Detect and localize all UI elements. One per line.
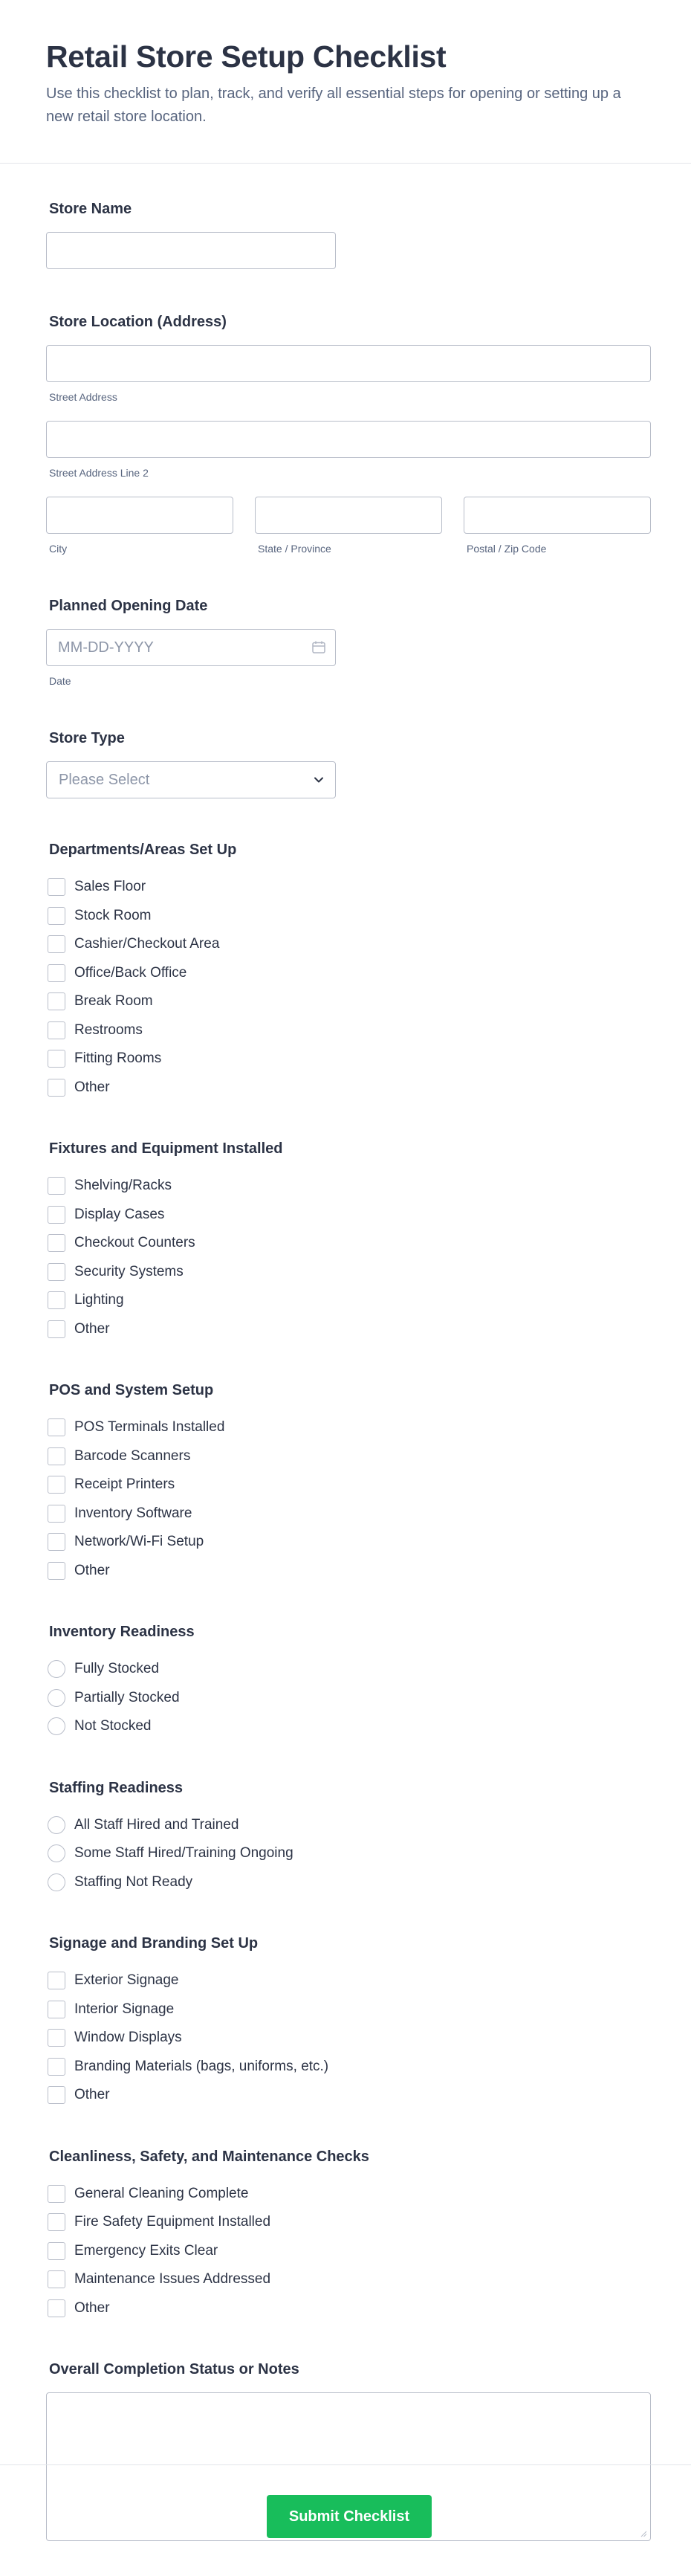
checkbox-option[interactable]	[48, 1016, 645, 1045]
option-label: Barcode Scanners	[74, 1447, 191, 1464]
checkbox-option[interactable]	[48, 2024, 645, 2053]
checkbox-option[interactable]	[48, 1528, 645, 1557]
radio-button[interactable]	[48, 1873, 65, 1891]
inventory-label: Inventory Readiness	[49, 1624, 195, 1641]
checkbox[interactable]	[48, 2001, 65, 2018]
checkbox[interactable]	[48, 1418, 65, 1436]
checkbox-option[interactable]	[48, 1442, 645, 1471]
option-label: Not Stocked	[74, 1718, 152, 1734]
checkbox-option[interactable]	[48, 2237, 645, 2266]
checkbox[interactable]	[48, 1206, 65, 1224]
cleanliness-field	[46, 2147, 645, 2323]
option-label: Inventory Software	[74, 1505, 192, 1521]
checkbox[interactable]	[48, 1234, 65, 1252]
option-label: Maintenance Issues Addressed	[74, 2271, 271, 2288]
option-label: General Cleaning Complete	[74, 2185, 249, 2201]
radio-button[interactable]	[48, 1689, 65, 1707]
option-label: Checkout Counters	[74, 1235, 195, 1251]
checkbox-option[interactable]	[48, 1500, 645, 1529]
fixtures-options	[46, 1172, 645, 1343]
checkbox-option[interactable]	[48, 1045, 645, 1074]
checkbox-option[interactable]	[48, 987, 645, 1016]
checkbox-option[interactable]	[48, 1966, 645, 1995]
fixtures-field	[46, 1139, 645, 1343]
checkbox-option[interactable]	[48, 2081, 645, 2110]
checkbox[interactable]	[48, 1177, 65, 1195]
checkbox[interactable]	[48, 2270, 65, 2288]
option-label: Other	[74, 1079, 110, 1095]
departments-label: Departments/Areas Set Up	[49, 842, 237, 859]
radio-option[interactable]	[48, 1868, 645, 1897]
checkbox-option[interactable]	[48, 2208, 645, 2237]
staffing-field	[46, 1778, 645, 1897]
state-group	[255, 497, 442, 555]
checkbox[interactable]	[48, 1972, 65, 1989]
city-sublabel: City	[49, 543, 68, 555]
option-label: All Staff Hired and Trained	[74, 1816, 239, 1833]
option-label: Other	[74, 1562, 110, 1578]
inventory-options	[46, 1655, 645, 1741]
zip-sublabel: Postal / Zip Code	[467, 543, 547, 555]
checkbox-option[interactable]	[48, 1074, 645, 1103]
checkbox-option[interactable]	[48, 930, 645, 959]
fixtures-label: Fixtures and Equipment Installed	[49, 1140, 283, 1158]
street-address-2-input[interactable]	[46, 421, 651, 458]
checkbox[interactable]	[48, 878, 65, 896]
state-input[interactable]	[255, 497, 442, 534]
checkbox[interactable]	[48, 1447, 65, 1465]
checkbox[interactable]	[48, 2185, 65, 2203]
option-label: Interior Signage	[74, 2001, 175, 2017]
option-label: Office/Back Office	[74, 964, 187, 981]
checkbox-option[interactable]	[48, 959, 645, 988]
street-address-2-group	[46, 421, 645, 479]
checkbox[interactable]	[48, 1533, 65, 1551]
option-label: Other	[74, 1320, 110, 1337]
checkbox-option[interactable]	[48, 1557, 645, 1586]
checkbox[interactable]	[48, 1291, 65, 1309]
form-title: Retail Store Setup Checklist	[46, 39, 447, 74]
form-header	[0, 0, 691, 164]
option-label: Fire Safety Equipment Installed	[74, 2214, 271, 2230]
store-name-field	[46, 199, 645, 269]
date-sublabel: Date	[49, 675, 71, 688]
option-label: Emergency Exits Clear	[74, 2242, 218, 2259]
option-label: Sales Floor	[74, 879, 146, 895]
option-label: Fully Stocked	[74, 1661, 160, 1677]
checkbox[interactable]	[48, 2242, 65, 2260]
checkbox[interactable]	[48, 2058, 65, 2076]
chevron-down-icon	[313, 774, 325, 786]
cleanliness-options	[46, 2180, 645, 2323]
option-label: POS Terminals Installed	[74, 1419, 225, 1436]
departments-field	[46, 840, 645, 1102]
pos-label: POS and System Setup	[49, 1382, 214, 1399]
option-label: Display Cases	[74, 1206, 165, 1222]
radio-button[interactable]	[48, 1844, 65, 1862]
radio-option[interactable]	[48, 1655, 645, 1684]
checkbox[interactable]	[48, 907, 65, 925]
form-description: Use this checklist to plan, track, and verify all essential steps for opening or setting up a new retail store location.	[46, 85, 621, 126]
checkbox-option[interactable]	[48, 1995, 645, 2024]
signage-options	[46, 1966, 645, 2110]
radio-button[interactable]	[48, 1660, 65, 1678]
street-address-sublabel: Street Address	[49, 391, 117, 404]
store-location-label: Store Location (Address)	[49, 314, 227, 331]
checkbox-option[interactable]	[48, 2053, 645, 2082]
checkbox[interactable]	[48, 2213, 65, 2231]
option-label: Break Room	[74, 993, 153, 1010]
store-type-label: Store Type	[49, 730, 125, 747]
radio-option[interactable]	[48, 1684, 645, 1713]
option-label: Some Staff Hired/Training Ongoing	[74, 1845, 293, 1862]
checkbox-option[interactable]	[48, 902, 645, 931]
option-label: Partially Stocked	[74, 1689, 180, 1705]
option-label: Exterior Signage	[74, 1972, 179, 1989]
checkbox[interactable]	[48, 1263, 65, 1281]
option-label: Other	[74, 2087, 110, 2103]
state-sublabel: State / Province	[258, 543, 331, 555]
checkbox-option[interactable]	[48, 2180, 645, 2209]
checkbox-option[interactable]	[48, 1172, 645, 1201]
date-placeholder: MM-DD-YYYY	[58, 639, 154, 656]
notes-label: Overall Completion Status or Notes	[49, 2361, 299, 2378]
checkbox[interactable]	[48, 1562, 65, 1580]
checkbox-option[interactable]	[48, 1286, 645, 1315]
store-name-input[interactable]	[46, 232, 336, 269]
calendar-icon[interactable]	[312, 641, 325, 653]
checkbox[interactable]	[48, 1050, 65, 1068]
option-label: Other	[74, 2299, 110, 2316]
checkbox[interactable]	[48, 935, 65, 953]
checkbox-option[interactable]	[48, 1201, 645, 1230]
submit-button[interactable]: Submit Checklist	[267, 2495, 432, 2538]
option-label: Window Displays	[74, 2030, 182, 2046]
checkbox[interactable]	[48, 2086, 65, 2104]
checkbox-option[interactable]	[48, 1471, 645, 1500]
city-input[interactable]	[46, 497, 233, 534]
city-state-zip-row	[46, 497, 645, 555]
option-label: Staffing Not Ready	[74, 1873, 193, 1890]
checkbox[interactable]	[48, 1476, 65, 1494]
radio-option[interactable]	[48, 1712, 645, 1741]
date-input-wrap	[46, 629, 336, 666]
zip-group	[464, 497, 651, 555]
checkbox-option[interactable]	[48, 873, 645, 902]
checkbox[interactable]	[48, 2299, 65, 2317]
checkbox-option[interactable]	[48, 1413, 645, 1442]
radio-option[interactable]	[48, 1839, 645, 1868]
checkbox-option[interactable]	[48, 1229, 645, 1258]
staffing-options	[46, 1811, 645, 1897]
option-label: Fitting Rooms	[74, 1050, 162, 1067]
checkbox[interactable]	[48, 992, 65, 1010]
store-type-field	[46, 729, 645, 798]
street-address-input[interactable]	[46, 345, 651, 382]
street-address-2-sublabel: Street Address Line 2	[49, 467, 149, 480]
departments-options	[46, 873, 645, 1102]
pos-options	[46, 1413, 645, 1585]
option-label: Receipt Printers	[74, 1476, 175, 1493]
option-label: Cashier/Checkout Area	[74, 936, 220, 952]
checkbox-option[interactable]	[48, 2294, 645, 2323]
staffing-label: Staffing Readiness	[49, 1779, 184, 1796]
checkbox[interactable]	[48, 2029, 65, 2047]
checkbox[interactable]	[48, 1079, 65, 1097]
zip-input[interactable]	[464, 497, 651, 534]
pos-field	[46, 1381, 645, 1585]
radio-option[interactable]	[48, 1811, 645, 1840]
cleanliness-label: Cleanliness, Safety, and Maintenance Checks	[49, 2148, 369, 2165]
option-label: Branding Materials (bags, uniforms, etc.)	[74, 2058, 329, 2074]
checkbox-option[interactable]	[48, 1315, 645, 1344]
signage-label: Signage and Branding Set Up	[49, 1935, 259, 1952]
city-group	[46, 497, 233, 555]
checkbox[interactable]	[48, 1021, 65, 1039]
checkbox[interactable]	[48, 1320, 65, 1338]
option-label: Network/Wi-Fi Setup	[74, 1534, 204, 1550]
store-location-field	[46, 312, 645, 555]
option-label: Shelving/Racks	[74, 1178, 172, 1194]
option-label: Lighting	[74, 1292, 124, 1308]
store-type-select[interactable]	[46, 761, 336, 798]
form-body	[0, 164, 691, 2541]
checkbox-option[interactable]	[48, 1258, 645, 1287]
street-address-group	[46, 345, 645, 403]
checkbox-option[interactable]	[48, 2265, 645, 2294]
opening-date-label: Planned Opening Date	[49, 598, 208, 615]
option-label: Security Systems	[74, 1263, 184, 1279]
inventory-field	[46, 1622, 645, 1741]
radio-button[interactable]	[48, 1816, 65, 1834]
checkbox[interactable]	[48, 964, 65, 982]
option-label: Restrooms	[74, 1021, 143, 1038]
signage-field	[46, 1934, 645, 2110]
checkbox[interactable]	[48, 1505, 65, 1523]
form-footer	[0, 2464, 691, 2576]
store-type-placeholder: Please Select	[59, 772, 150, 789]
opening-date-field	[46, 596, 645, 687]
option-label: Stock Room	[74, 907, 152, 923]
radio-button[interactable]	[48, 1717, 65, 1735]
store-name-label: Store Name	[49, 201, 132, 218]
